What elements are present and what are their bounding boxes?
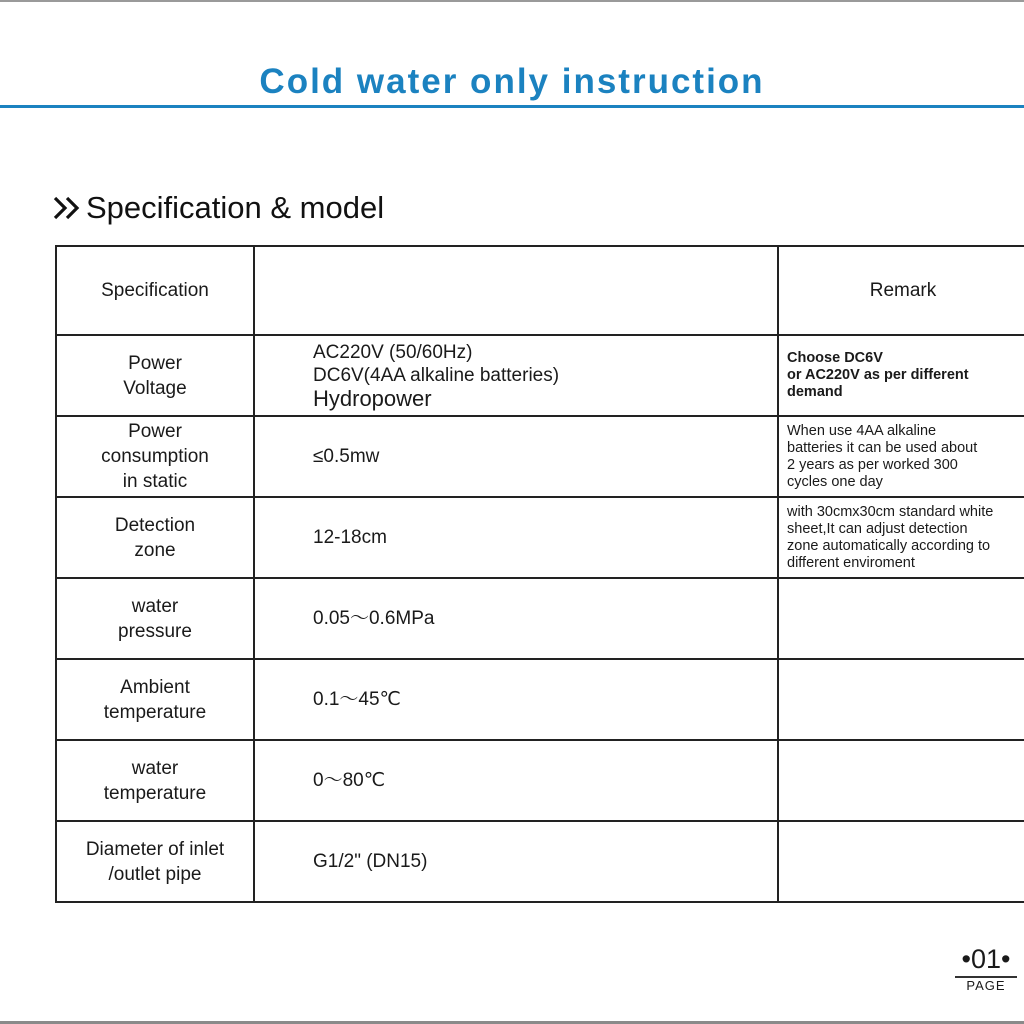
remark-cell: [778, 578, 1024, 659]
spec-cell: Ambient temperature: [56, 659, 254, 740]
value-cell: ≤0.5mw: [254, 416, 778, 497]
table-row: [56, 416, 1024, 497]
remark-cell: Choose DC6V or AC220V as per different demand: [778, 335, 1024, 416]
double-chevron-icon: [52, 193, 84, 223]
value-cell: 0～80℃: [254, 740, 778, 821]
title-rule: [0, 105, 1024, 108]
value-cell: 0.05～0.6MPa: [254, 578, 778, 659]
spec-cell: Detection zone: [56, 497, 254, 578]
spec-cell: Power Voltage: [56, 335, 254, 416]
header-specification: Specification: [56, 246, 254, 335]
remark-cell: [778, 821, 1024, 902]
table-row: [56, 578, 1024, 659]
spec-table: [55, 245, 1024, 903]
value-line: DC6V(4AA alkaline batteries): [313, 365, 560, 386]
page-number-value: •01•: [955, 944, 1017, 978]
top-border: [0, 0, 1024, 2]
section-heading: [52, 190, 384, 226]
header-remark: Remark: [778, 246, 1024, 335]
table-row: [56, 740, 1024, 821]
table-row: [56, 497, 1024, 578]
table-row: [56, 821, 1024, 902]
value-line: Hydropower: [313, 386, 432, 411]
value-cell: [254, 335, 778, 416]
table-row: [56, 659, 1024, 740]
value-line: AC220V (50/60Hz): [313, 342, 473, 363]
remark-cell: [778, 740, 1024, 821]
value-cell: G1/2" (DN15): [254, 821, 778, 902]
remark-cell: When use 4AA alkaline batteries it can be used about 2 years as per worked 300 cycles one day: [778, 416, 1024, 497]
remark-cell: [778, 659, 1024, 740]
section-heading-text: Specification & model: [86, 190, 385, 225]
value-cell: 12-18cm: [254, 497, 778, 578]
page-number: [955, 944, 1017, 993]
spec-cell: Power consumption in static: [56, 416, 254, 497]
page-label: PAGE: [966, 978, 1006, 993]
table-row: [56, 335, 1024, 416]
spec-cell: water pressure: [56, 578, 254, 659]
value-cell: 0.1～45℃: [254, 659, 778, 740]
header-value: [254, 246, 778, 335]
table-header-row: [56, 246, 1024, 335]
remark-cell: with 30cmx30cm standard white sheet,It can adjust detection zone automatically according to different enviroment: [778, 497, 1024, 578]
spec-cell: water temperature: [56, 740, 254, 821]
page-title: Cold water only instruction: [259, 62, 765, 101]
spec-cell: Diameter of inlet /outlet pipe: [56, 821, 254, 902]
